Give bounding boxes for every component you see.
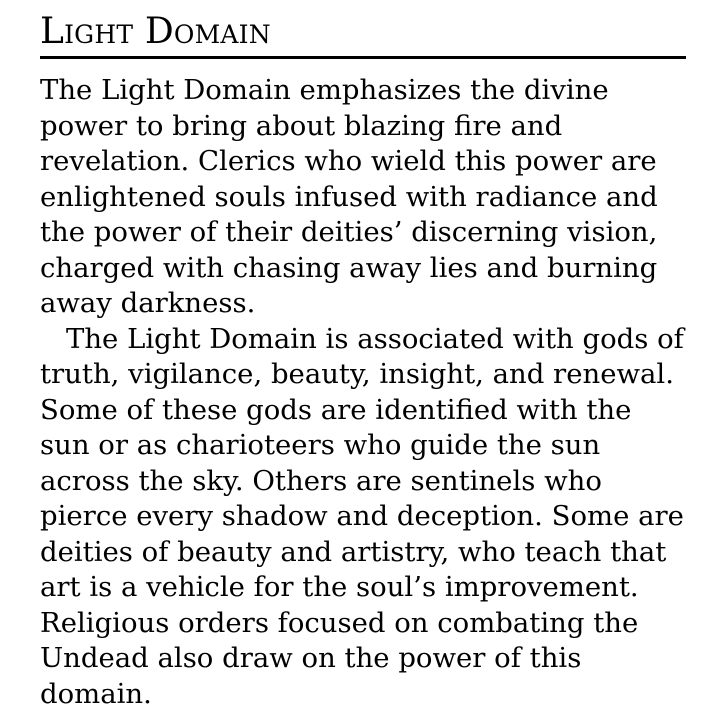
body-paragraph-2: The Light Domain is associated with gods of truth, vigilance, beauty, insight, and renewal. Some of these gods are identified with the sun or as charioteers who guide the sun across the sky. Others are sentinels who pierce every shadow and deception. Some are deities of beauty and artistry, who teach that art is a vehicle for the soul’s improvement. Religious orders focused on combating the Undead also draw on the power of this domain. xyxy=(40,322,688,712)
section-title: Light Domain xyxy=(40,12,688,52)
title-underline-divider xyxy=(40,56,686,59)
document-page xyxy=(40,12,688,712)
body-paragraph-1: The Light Domain emphasizes the divine power to bring about blazing fire and revelation. Clerics who wield this power are enlightened souls infused with radiance and the power of their deities’ discerning vision, charged with chasing away lies and burning away darkness. xyxy=(40,73,688,322)
